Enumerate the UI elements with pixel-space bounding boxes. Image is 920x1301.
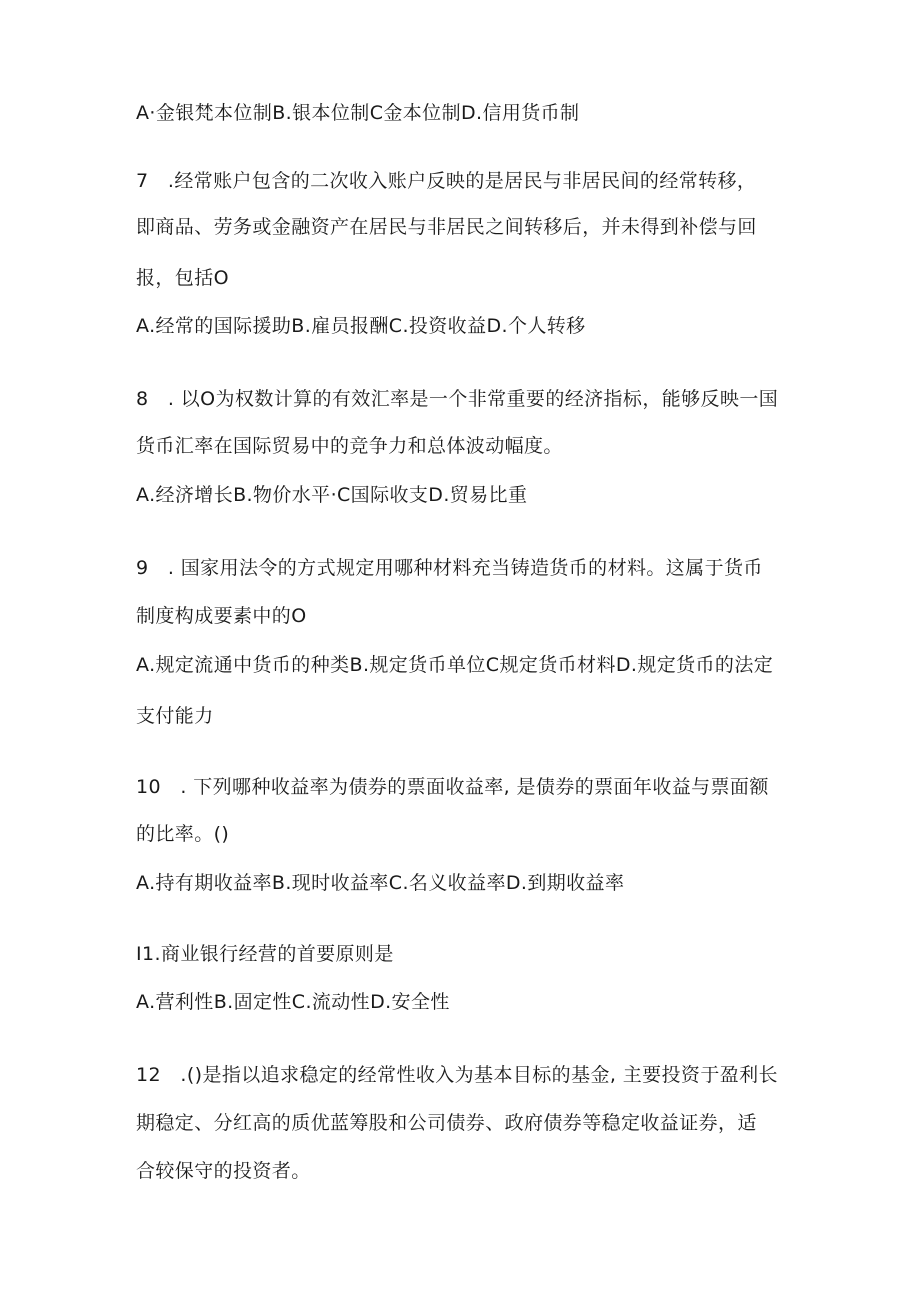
q10-options: A.持有期收益率B.现时收益率C.名义收益率D.到期收益率 (136, 872, 625, 894)
q7-text-line-3: 报，包括O (136, 267, 229, 289)
q9-options-line-1: A.规定流通中货币的种类B.规定货币单位C规定货币材料D.规定货币的法定 (136, 654, 774, 676)
q7-text-line-1: 7 .经常账户包含的二次收入账户反映的是居民与非居民间的经常转移， (136, 170, 757, 192)
q11-text: I1.商业银行经营的首要原则是 (136, 943, 394, 965)
q8-text-line-2: 货币汇率在国际贸易中的竞争力和总体波动幅度。 (136, 435, 563, 457)
q12-text-line-1: 12 .()是指以追求稳定的经常性收入为基本目标的基金, 主要投资于盈利长 (136, 1064, 778, 1086)
q7-text-line-2: 即商品、劳务或金融资产在居民与非居民之间转移后，并未得到补偿与回 (136, 216, 757, 238)
q12-text-line-2: 期稳定、分红高的质优蓝筹股和公司债券、政府债券等稳定收益证券，适 (136, 1112, 757, 1134)
q12-text-line-3: 合较保守的投资者。 (136, 1160, 311, 1182)
q9-text-line-2: 制度构成要素中的O (136, 605, 307, 627)
q11-options: A.营利性B.固定性C.流动性D.安全性 (136, 991, 450, 1013)
q9-text-line-1: 9 . 国家用法令的方式规定用哪种材料充当铸造货币的材料。这属于货币 (136, 557, 763, 579)
q9-options-line-2: 支付能力 (136, 705, 214, 727)
q6-options: A·金银梵本位制B.银本位制C金本位制D.信用货币制 (136, 102, 580, 124)
q7-options: A.经常的国际援助B.雇员报酬C.投资收益D.个人转移 (136, 315, 586, 337)
q10-text-line-2: 的比率。() (136, 823, 230, 845)
q10-text-line-1: 10 . 下列哪种收益率为债券的票面收益率, 是债券的票面年收益与票面额 (136, 776, 769, 798)
q8-options: A.经济增长B.物价水平·C国际收支D.贸易比重 (136, 484, 528, 506)
q8-text-line-1: 8 . 以O为权数计算的有效汇率是一个非常重要的经济指标，能够反映一国 (136, 388, 779, 410)
